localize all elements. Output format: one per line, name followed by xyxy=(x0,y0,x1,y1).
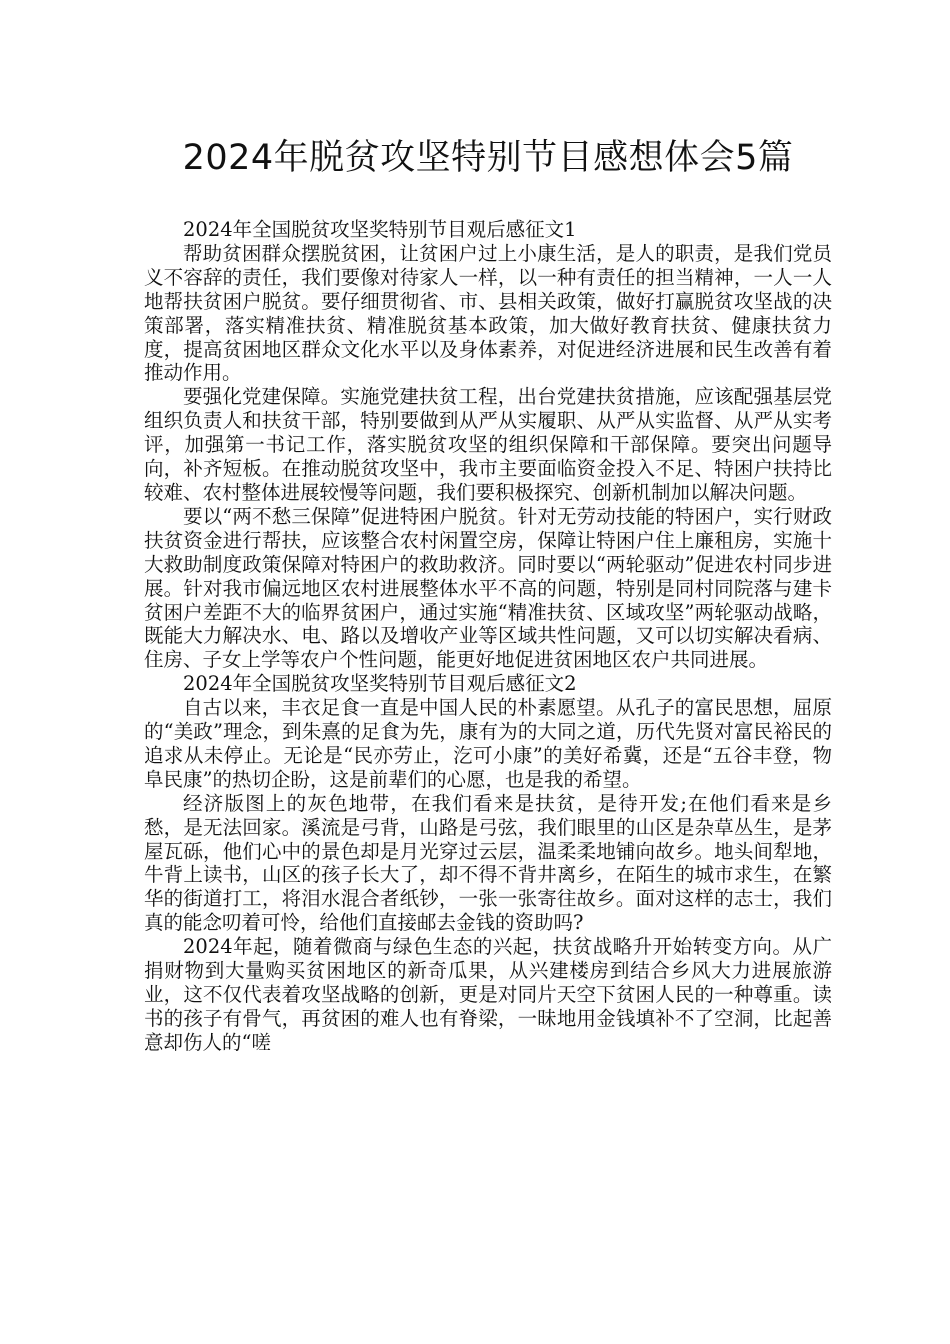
section-heading: 2024年全国脱贫攻坚奖特别节目观后感征文2 xyxy=(183,672,577,696)
document-page xyxy=(144,120,832,1055)
document-title: 2024年脱贫攻坚特别节目感想体会5篇 xyxy=(182,138,794,178)
body-paragraph: 经济版图上的灰色地带，在我们看来是扶贫，是待开发;在他们看来是乡愁，是无法回家。溪流是弓背，山路是弓弦，我们眼里的山区是杂草丛生，是茅屋瓦砾，他们心中的景色却是月光穿过云层，温柔柔地铺向故乡。地头间犁地，牛背上读书，山区的孩子长大了，却不得不背井离乡，在陌生的城市求生，在繁华的街道打工，将泪水混合者纸钞，一张一张寄往故乡。面对这样的志士，我们真的能念叨着可怜，给他们直接邮去金钱的资助吗? xyxy=(144,791,832,935)
body-paragraph: 帮助贫困群众摆脱贫困，让贫困户过上小康生活，是人的职责，是我们党员义不容辞的责任，我们要像对待家人一样，以一种有责任的担当精神，一人一人地帮扶贫困户脱贫。要仔细贯彻省、市、县相关政策，做好打赢脱贫攻坚战的决策部署，落实精准扶贫、精准脱贫基本政策，加大做好教育扶贫、健康扶贫力度，提高贫困地区群众文化水平以及身体素养，对促进经济进展和民生改善有着推动作用。 xyxy=(144,241,832,385)
body-paragraph: 自古以来，丰衣足食一直是中国人民的朴素愿望。从孔子的富民思想，屈原的“美政”理念，到朱熹的足食为先，康有为的大同之道，历代先贤对富民裕民的追求从未停止。无论是“民亦劳止，汔可小康”的美好希冀，还是“五谷丰登，物阜民康”的热切企盼，这是前辈们的心愿，也是我的希望。 xyxy=(144,696,832,791)
document-body xyxy=(144,218,832,1055)
body-paragraph: 要强化党建保障。实施党建扶贫工程，出台党建扶贫措施，应该配强基层党组织负责人和扶贫干部，特别要做到从严从实履职、从严从实监督、从严从实考评，加强第一书记工作，落实脱贫攻坚的组织保障和干部保障。要突出问题导向，补齐短板。在推动脱贫攻坚中，我市主要面临资金投入不足、特困户扶持比较难、农村整体进展较慢等问题，我们要积极探究、创新机制加以解决问题。 xyxy=(144,385,832,504)
body-paragraph: 要以“两不愁三保障”促进特困户脱贫。针对无劳动技能的特困户，实行财政扶贫资金进行帮扶，应该整合农村闲置空房，保障让特困户住上廉租房，实施十大救助制度政策保障对特困户的救助救济。同时要以“两轮驱动”促进农村同步进展。针对我市偏远地区农村进展整体水平不高的问题，特别是同村同院落与建卡贫困户差距不大的临界贫困户，通过实施“精准扶贫、区域攻坚”两轮驱动战略，既能大力解决水、电、路以及增收产业等区域共性问题，又可以切实解决看病、住房、子女上学等农户个性问题，能更好地促进贫困地区农户共同进展。 xyxy=(144,504,832,672)
body-paragraph: 2024年起，随着微商与绿色生态的兴起，扶贫战略升开始转变方向。从广捐财物到大量购买贫困地区的新奇瓜果，从兴建楼房到结合乡风大力进展旅游业，这不仅代表着攻坚战略的创新，更是对同片天空下贫困人民的一种尊重。读书的孩子有骨气，再贫困的难人也有脊梁，一昧地用金钱填补不了空洞，比起善意却伤人的“嗟 xyxy=(144,935,832,1054)
section-heading: 2024年全国脱贫攻坚奖特别节目观后感征文1 xyxy=(183,218,577,241)
